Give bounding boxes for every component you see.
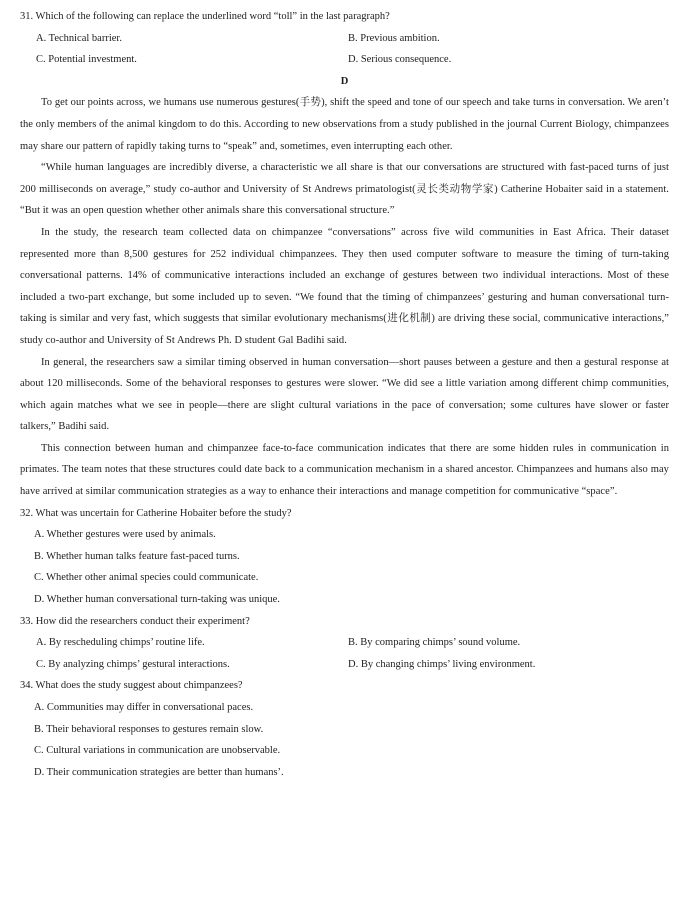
option-d: D. Serious consequence.	[348, 54, 452, 66]
option-c: C. By analyzing chimps’ gestural interactions.	[36, 658, 230, 670]
option-row	[20, 49, 669, 71]
option-a: A. Whether gestures were used by animals.	[34, 529, 216, 541]
passage-paragraph: In the study, the research team collected data on chimpanzee “conversations” across five wild communities in East Africa. Their dataset represented more than 8,500 gestures for 252 individual chimpanzees. They then used computer software to measure the timing of turn-taking conversational patterns. 14% of communicative interactions included an exchange of gestures between two individual interactions. Most of these included a two-part exchange, but some included up to seven. “We found that the timing of chimpanzees’ gesturing and human conversational turn-taking is similar and very fast, which suggests that similar evolutionary mechanisms(进化机制) are driving these social, communicative interactions,” study co-author and University of St Andrews Ph. D student Gal Badihi said.	[20, 226, 669, 346]
option-d: D. Their communication strategies are better than humans’.	[34, 766, 284, 778]
passage-paragraph: This connection between human and chimpanzee face-to-face communication indicates that there are some hidden rules in communication in primates. The team notes that these structures could date back to a communication mechanism in a shared ancestor. Chimpanzees and humans also may have arrived at similar communication strategies as a way to enhance their interactions and manage competition for communicative “space”.	[20, 442, 669, 498]
option-d: D. By changing chimps’ living environment.	[348, 658, 536, 670]
option-a: A. Technical barrier.	[36, 32, 122, 44]
option-row	[20, 654, 669, 676]
option-b: B. Their behavioral responses to gestures remain slow.	[34, 723, 264, 735]
section-heading: D	[340, 75, 349, 87]
passage-paragraph: To get our points across, we humans use numerous gestures(手势), shift the speed and tone of our speech and take turns in conversation. We aren’t the only members of the animal kingdom to do this. According to new observations from a study published in the journal Current Biology, chimpanzees may share our pattern of rapidly taking turns to “speak” and, sometimes, even interrupting each other.	[20, 97, 669, 152]
option-row	[20, 28, 669, 50]
option-a: A. Communities may differ in conversational paces.	[34, 702, 254, 713]
option-d: D. Whether human conversational turn-taking was unique.	[34, 594, 280, 606]
question-34	[20, 675, 669, 783]
option-c: C. Whether other animal species could communicate.	[34, 572, 259, 584]
option-b: B. Previous ambition.	[348, 32, 440, 44]
option-b: B. Whether human talks feature fast-paced turns.	[34, 550, 240, 562]
passage-paragraph: In general, the researchers saw a similar timing observed in human conversation—short pauses between a gesture and then a gestural response at about 120 milliseconds. Some of the behavioral responses to gestures were slower. “We did see a little variation among different chimp communities, which again matches what we see in people—there are slight cultural variations in the pace of conversation; some cultures have slower or faster talkers,” Badihi said.	[20, 356, 669, 433]
option-c: C. Cultural variations in communication are unobservable.	[34, 745, 281, 757]
question-stem: 32. What was uncertain for Catherine Hobaiter before the study?	[20, 507, 292, 519]
question-stem: 31. Which of the following can replace the underlined word “toll” in the last paragraph?	[20, 11, 390, 22]
question-stem: 34. What does the study suggest about chimpanzees?	[20, 680, 243, 692]
question-31	[20, 6, 669, 71]
question-32	[20, 503, 669, 611]
option-c: C. Potential investment.	[36, 54, 137, 66]
reading-passage	[20, 92, 669, 502]
option-a: A. By rescheduling chimps’ routine life.	[36, 637, 205, 649]
passage-paragraph: “While human languages are incredibly diverse, a characteristic we all share is that our conversations are structured with fast-paced turns of just 200 milliseconds on average,” study co-author and University of St Andrews primatologist(灵长类动物学家) Catherine Hobaiter said in a statement. “But it was an open question whether other animals share this conversational structure.”	[20, 162, 669, 217]
option-b: B. By comparing chimps’ sound volume.	[348, 637, 521, 649]
option-row	[20, 632, 669, 654]
question-stem: 33. How did the researchers conduct their experiment?	[20, 615, 250, 627]
question-33	[20, 611, 669, 676]
